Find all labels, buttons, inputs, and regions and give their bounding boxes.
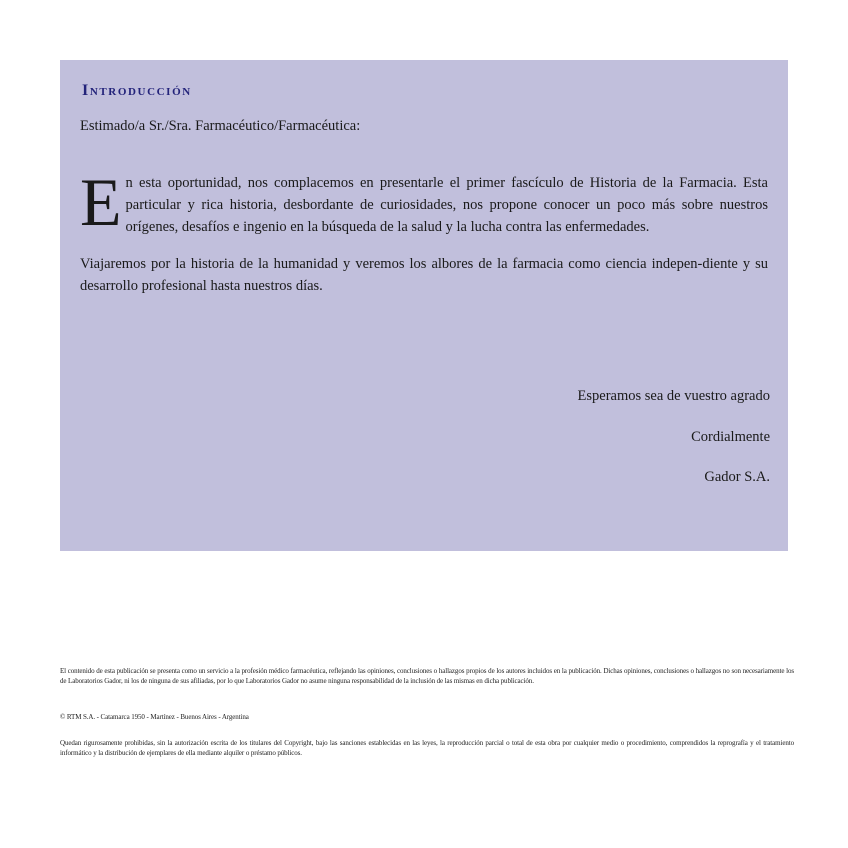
rights-text: Quedan rigurosamente prohibidas, sin la autorización escrita de los titulares del Copyright, bajo las sanciones establecidas en las leyes, la reproducción parcial o total de esta obra por cualquier medio o procedimiento, comprendidos la reprografía y el tratamiento informático y la distribución de ejemplares de ella mediante alquiler o préstamo públicos. <box>60 739 794 757</box>
paragraph-1-text: n esta oportunidad, nos complacemos en presentarle el primer fascículo de Historia de la Farmacia. Esta particular y rica historia, desbordante de curiosidades, nos propone conocer un poco más sobre nuestros orígenes, desafíos e ingenio en la búsqueda de la salud y la lucha contra las enfermedades. <box>125 175 768 235</box>
section-title: Introducción <box>82 82 192 99</box>
introduction-box <box>60 60 788 551</box>
signature: Gador S.A. <box>704 469 770 485</box>
drop-cap: E <box>80 164 122 240</box>
closing-line-2: Cordialmente <box>691 429 770 445</box>
intro-paragraph-2: Viajaremos por la historia de la humanidad y veremos los albores de la farmacia como ciencia indepen-diente y su desarrollo profesional hasta nuestros días. <box>80 256 768 294</box>
salutation: Estimado/a Sr./Sra. Farmacéutico/Farmacéutica: <box>80 118 361 134</box>
intro-paragraph-1 <box>80 164 768 240</box>
copyright-text: © RTM S.A. - Catamarca 1950 - Martínez - Buenos Aires - Argentina <box>60 713 249 721</box>
disclaimer-text: El contenido de esta publicación se presenta como un servicio a la profesión médico farmacéutica, reflejando las opiniones, conclusiones o hallazgos propios de los autores incluidos en la publicación. Dichas opiniones, conclusiones o hallazgos no son necesariamente los de Laboratorios Gador, ni los de ninguna de sus afiliadas, por lo que Laboratorios Gador no asume ninguna responsabilidad de la inclusión de las mismas en dicha publicación. <box>60 667 794 685</box>
closing-line-1: Esperamos sea de vuestro agrado <box>577 388 770 404</box>
